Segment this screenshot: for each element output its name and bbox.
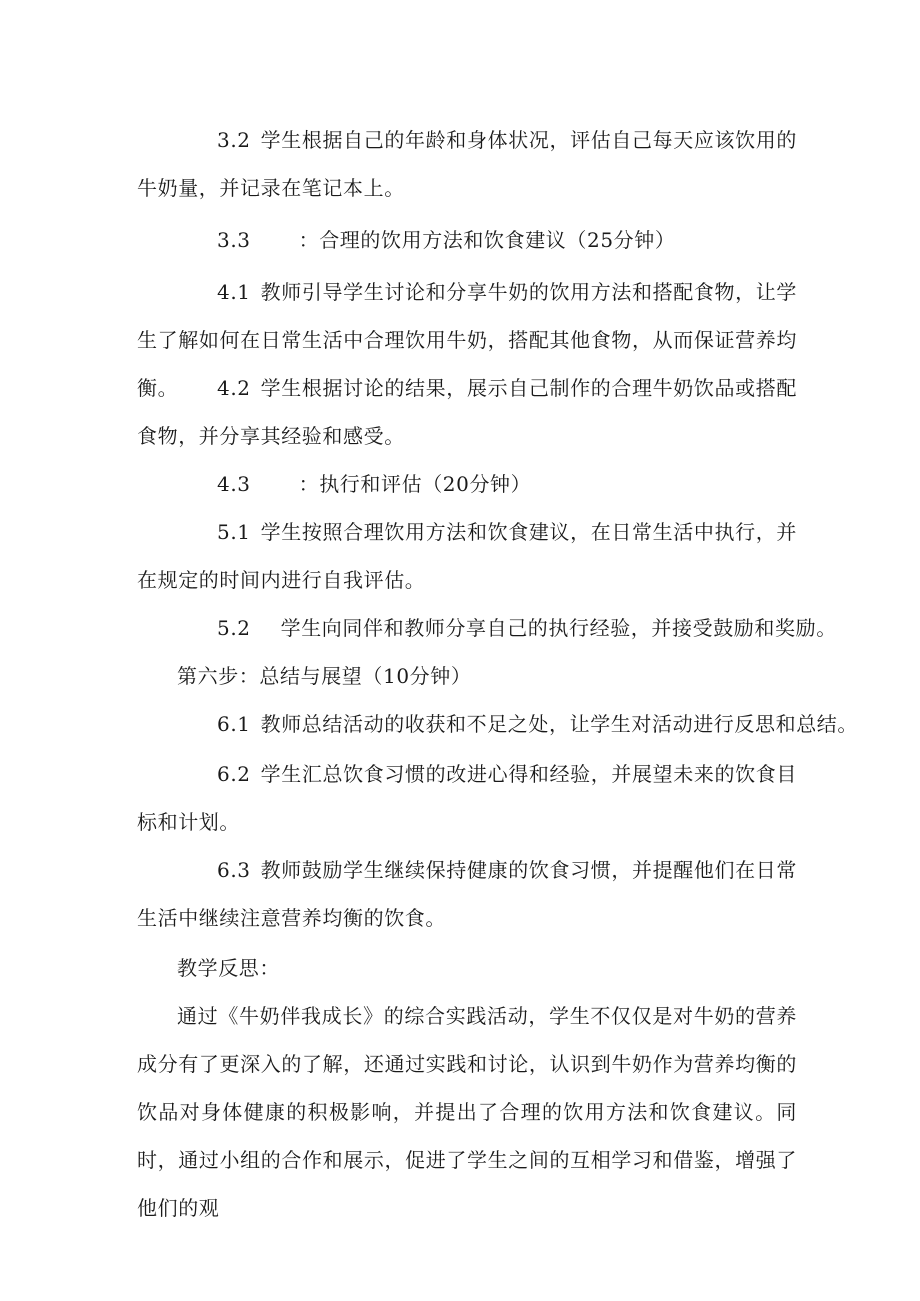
heading-text: 第六步：总结与展望（10分钟） (177, 664, 472, 688)
paragraph-number: 4.3 (217, 472, 251, 496)
paragraph-text: 教师总结活动的收获和不足之处，让学生对活动进行反思和总结。 (260, 712, 859, 736)
paragraph-5-1 (137, 508, 797, 604)
paragraph-reflection-body (137, 992, 797, 1232)
paragraph-number: 3.3 (217, 228, 251, 252)
paragraph-number: 3.2 (217, 128, 251, 152)
section-heading-step-six (137, 652, 797, 700)
paragraph-number: 5.2 (217, 616, 251, 640)
section-heading-reflection (137, 944, 797, 992)
paragraph-text: 学生按照合理饮用方法和饮食建议，在日常生活中执行，并在规定的时间内进行自我评估。 (137, 520, 797, 592)
paragraph-text: ：执行和评估（20分钟） (298, 472, 532, 496)
paragraph-text: 通过《牛奶伴我成长》的综合实践活动，学生不仅仅是对牛奶的营养成分有了更深入的了解，还通过实践和讨论，认识到牛奶作为营养均衡的饮品对身体健康的积极影响，并提出了合理的饮用方法和饮食建议。同时，通过小组的合作和展示，促进了学生之间的互相学习和借鉴，增强了他们的观 (137, 1004, 797, 1220)
heading-text: 教学反思： (177, 956, 280, 980)
paragraph-text: ：合理的饮用方法和饮食建议（25分钟） (298, 228, 676, 252)
paragraph-text: 教师引导学生讨论和分享牛奶的饮用方法和搭配食物，让学生了解如何在日常生活中合理饮用牛奶，搭配其他食物，从而保证营养均衡。 (137, 280, 797, 400)
paragraph-6-1 (137, 700, 859, 748)
paragraph-4-3 (137, 460, 797, 508)
paragraph-6-2 (137, 750, 797, 846)
paragraph-6-3 (137, 846, 797, 942)
paragraph-3-2 (137, 116, 797, 212)
paragraph-number: 4.1 (217, 280, 251, 304)
paragraph-number: 6.3 (217, 858, 251, 882)
paragraph-number: 5.1 (217, 520, 251, 544)
paragraph-text: 教师鼓励学生继续保持健康的饮食习惯，并提醒他们在日常生活中继续注意营养均衡的饮食。 (137, 858, 797, 930)
paragraph-number: 6.2 (217, 762, 251, 786)
paragraph-5-2 (137, 604, 837, 652)
paragraph-3-3 (137, 216, 797, 264)
paragraph-4-2 (137, 364, 797, 460)
paragraph-text: 学生根据自己的年龄和身体状况，评估自己每天应该饮用的牛奶量，并记录在笔记本上。 (137, 128, 797, 200)
paragraph-number: 6.1 (217, 712, 251, 736)
paragraph-text: 学生根据讨论的结果，展示自己制作的合理牛奶饮品或搭配食物，并分享其经验和感受。 (137, 376, 797, 448)
paragraph-text: 学生汇总饮食习惯的改进心得和经验，并展望未来的饮食目标和计划。 (137, 762, 797, 834)
paragraph-number: 4.2 (217, 376, 251, 400)
paragraph-text: 学生向同伴和教师分享自己的执行经验，并接受鼓励和奖励。 (280, 616, 837, 640)
